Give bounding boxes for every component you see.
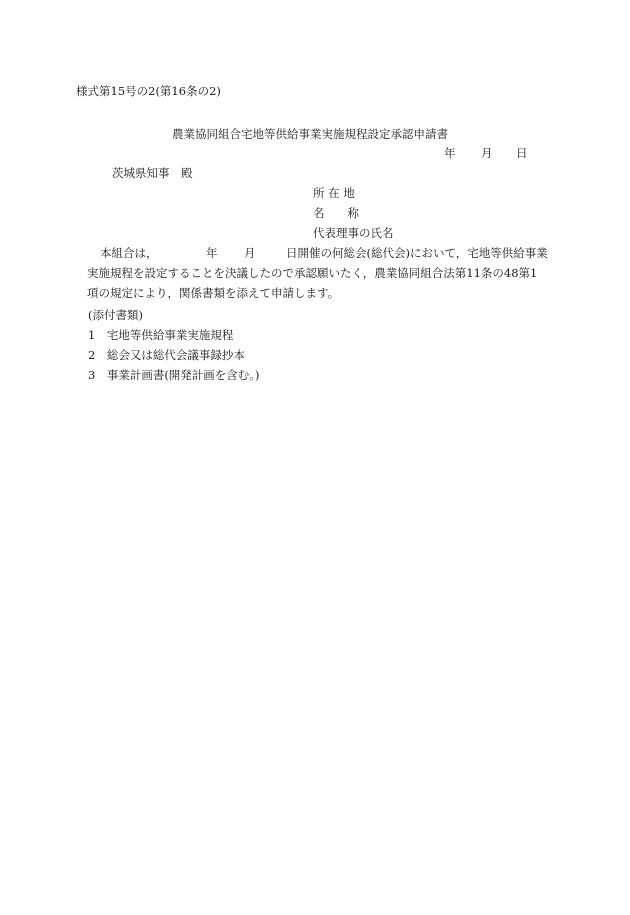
body-line1-year: 年 [206,246,218,260]
date-day: 日 [516,146,528,160]
address-label: 所 在 地 [313,186,355,200]
form-number: 様式第15号の2(第16条の2) [76,84,221,98]
addressee: 茨城県知事 殿 [112,166,193,180]
body-line1-month: 月 [244,246,256,260]
body-line1-prefix: 本組合は， [100,246,158,260]
attachment-item-2: 2 総会又は総代会議事録抄本 [88,348,245,362]
attachment-item-1: 1 宅地等供給事業実施規程 [88,328,234,342]
attachments-heading: (添付書類) [88,308,143,322]
name-label: 名 称 [313,206,359,220]
date-month: 月 [481,146,493,160]
body-line1-suffix: 日開催の何総会(総代会)において，宅地等供給事業 [286,246,548,260]
attachment-item-3: 3 事業計画書(開発計画を含む。) [88,368,260,382]
representative-label: 代表理事の氏名 [313,226,394,240]
date-year: 年 [444,146,456,160]
body-line2: 実施規程を設定することを決議したので承認願いたく，農業協同組合法第11条の48第1 [87,266,538,280]
document-title: 農業協同組合宅地等供給事業実施規程設定承認申請書 [172,127,448,141]
body-line3: 項の規定により，関係書類を添えて申請します。 [87,286,340,300]
